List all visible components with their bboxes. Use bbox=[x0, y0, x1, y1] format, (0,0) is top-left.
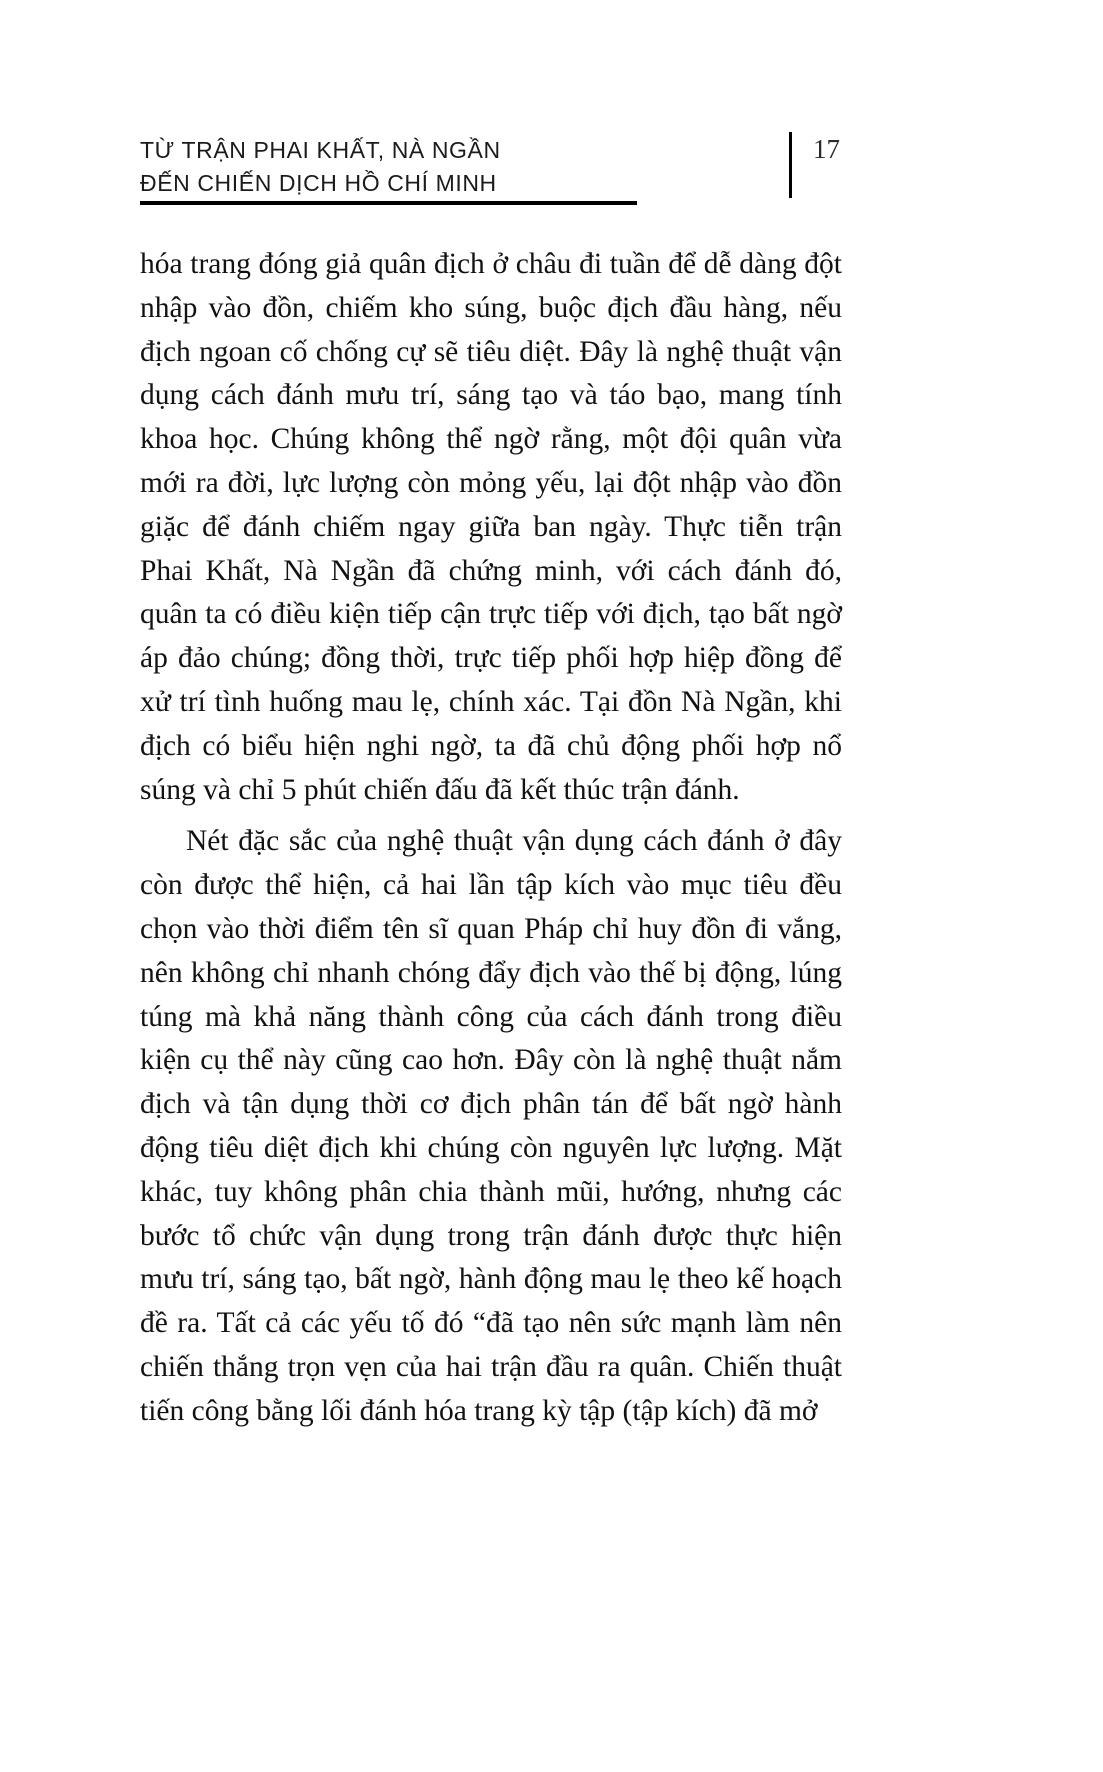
page-header bbox=[140, 134, 843, 200]
paragraph: hóa trang đóng giả quân địch ở châu đi tuần để dễ dàng đột nhập vào đồn, chiếm kho súng, buộc địch đầu hàng, nếu địch ngoan cố chống cự sẽ tiêu diệt. Đây là nghệ thuật vận dụng cách đánh mưu trí, sáng tạo và táo bạo, mang tính khoa học. Chúng không thể ngờ rằng, một đội quân vừa mới ra đời, lực lượng còn mỏng yếu, lại đột nhập vào đồn giặc để đánh chiếm ngay giữa ban ngày. Thực tiễn trận Phai Khất, Nà Ngần đã chứng minh, với cách đánh đó, quân ta có điều kiện tiếp cận trực tiếp với địch, tạo bất ngờ áp đảo chúng; đồng thời, trực tiếp phối hợp hiệp đồng để xử trí tình huống mau lẹ, chính xác. Tại đồn Nà Ngần, khi địch có biểu hiện nghi ngờ, ta đã chủ động phối hợp nổ súng và chỉ 5 phút chiến đấu đã kết thúc trận đánh. bbox=[140, 248, 842, 806]
header-vertical-divider bbox=[789, 132, 792, 198]
running-head-line1: TỪ TRẬN PHAI KHẤT, NÀ NGẦN bbox=[140, 137, 501, 163]
page-number-block bbox=[789, 132, 840, 198]
running-head-line2: ĐẾN CHIẾN DỊCH HỒ CHÍ MINH bbox=[140, 170, 497, 196]
header-rule bbox=[140, 201, 637, 205]
paragraph: Nét đặc sắc của nghệ thuật vận dụng cách đánh ở đây còn được thể hiện, cả hai lần tập kích vào mục tiêu đều chọn vào thời điểm tên sĩ quan Pháp chỉ huy đồn đi vắng, nên không chỉ nhanh chóng đẩy địch vào thế bị động, lúng túng mà khả năng thành công của cách đánh trong điều kiện cụ thể này cũng cao hơn. Đây còn là nghệ thuật nắm địch và tận dụng thời cơ địch phân tán để bất ngờ hành động tiêu diệt địch khi chúng còn nguyên lực lượng. Mặt khác, tuy không phân chia thành mũi, hướng, nhưng các bước tổ chức vận dụng trong trận đánh được thực hiện mưu trí, sáng tạo, bất ngờ, hành động mau lẹ theo kế hoạch đề ra. Tất cả các yếu tố đó “đã tạo nên sức mạnh làm nên chiến thắng trọn vẹn của hai trận đầu ra quân. Chiến thuật tiến công bằng lối đánh hóa trang kỳ tập (tập kích) đã mở bbox=[140, 825, 842, 1427]
running-head bbox=[140, 134, 843, 200]
page-number: 17 bbox=[813, 134, 840, 164]
body-text bbox=[140, 243, 842, 1434]
